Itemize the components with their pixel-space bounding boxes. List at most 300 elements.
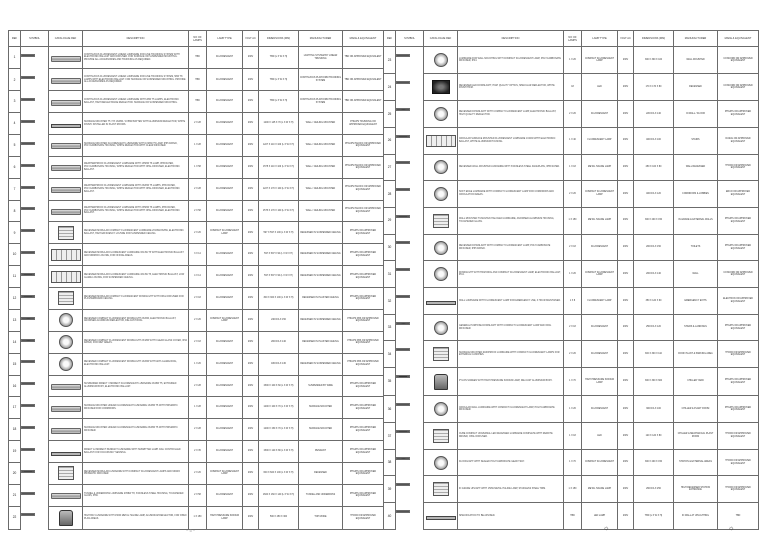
- table-row: [384, 341, 759, 368]
- lamp-type-cell: FLUORESCENT: [207, 113, 243, 135]
- description-cell: SURFACE MOUNTED FLUORESCENT LUMINAIRE WITH 1X28W T5 LAMP, IP65 RATED, POLYCARBONATE HOUSING, WHITE REFLECTOR WITH CLEAR DIFFUSER.: [83, 135, 189, 157]
- dimensions-cell: 500 X 450 X 300: [259, 506, 299, 529]
- schedule-sheet-left: [8, 30, 383, 530]
- dimensions-cell: 300 X 300 X 110: [634, 341, 674, 368]
- description-cell: WALL MOUNTED TUNGSTEN HALOGEN LUMINAIRE, ANODISED ALUMINIUM HOUSING, TOUGHENED GLASS.: [458, 207, 564, 234]
- symbol-cell: [21, 295, 35, 298]
- ref-cell: 5: [9, 135, 21, 157]
- manufacturer-cell: SURFACE MOUNTED: [299, 419, 343, 441]
- lamp-count-cell: 1 X 28: [189, 135, 207, 157]
- lamp-count-cell: 1 X 28: [189, 397, 207, 419]
- table-row: [9, 484, 384, 506]
- volt-cell: 230V: [243, 69, 259, 91]
- dimensions-cell: 597 X 597 X 90 (L X W X H): [259, 266, 299, 288]
- catalogue-image-cell: [49, 69, 83, 91]
- luminaire-photo: [58, 226, 74, 240]
- ref-cell: 31: [384, 261, 396, 288]
- ref-cell: 16: [9, 375, 21, 397]
- symbol-cell: [396, 510, 410, 513]
- lamp-count-cell: 2 X 18: [564, 234, 582, 261]
- header-lamp-type: LAMP TYPE: [207, 31, 243, 47]
- luminaire-symbol-icon: [23, 493, 35, 495]
- ref-cell: 35: [384, 368, 396, 396]
- ref-cell: 12: [9, 288, 21, 310]
- table-row: [9, 178, 384, 200]
- volt-cell: 230V: [618, 207, 634, 234]
- lamp-type-cell: FLUORESCENT: [207, 397, 243, 419]
- ref-cell: 2: [9, 69, 21, 91]
- equivalent-cell: PHILIPS OR APPROVED EQUIVALENT: [718, 101, 759, 128]
- equivalent-cell: PHILIPS OR APPROVED EQUIVALENT: [718, 396, 759, 423]
- catalogue-image-cell: [49, 135, 83, 157]
- volt-cell: 230V: [618, 449, 634, 476]
- ref-cell: 20: [9, 462, 21, 484]
- ref-cell: 37: [384, 423, 396, 450]
- description-cell: PYLON SCREEN WITH HIGH PRESSURE SODIUM LAMP, DIE-CAST ALUMINIUM BODY.: [458, 368, 564, 396]
- lamp-count-cell: 1 X 150: [564, 476, 582, 503]
- volt-cell: 230V: [243, 353, 259, 375]
- symbol-cell: [21, 470, 35, 473]
- volt-cell: 230V: [618, 341, 634, 368]
- luminaire-symbol-icon: [25, 340, 32, 342]
- dimensions-cell: 1200 X 150 X 70 (L X W X H): [259, 419, 299, 441]
- table-row: [384, 314, 759, 341]
- lamp-count-cell: 2 X 26: [189, 222, 207, 244]
- dimensions-cell: 1200 X 100 X 70 (L X W X H): [259, 397, 299, 419]
- table-row: [384, 181, 759, 208]
- equivalent-cell: PHILIPS FBS OR APPROVED EQUIVALENT: [343, 309, 384, 331]
- equivalent-cell: PHILIPS OR APPROVED EQUIVALENT: [343, 222, 384, 244]
- symbol-cell: [21, 492, 35, 495]
- volt-cell: 230V: [618, 476, 634, 503]
- symbol-cell: [396, 241, 410, 244]
- ref-cell: 1: [9, 47, 21, 69]
- description-cell: RECESSED MODULAR COMPACT FLUORESCENT DOWNLIGHT WITH OPAL DIFFUSER FOR PLASTERBOARD CEILING.: [83, 288, 189, 310]
- dimensions-cell: TBD (L X W X H): [634, 503, 674, 530]
- luminaire-symbol-icon: [24, 296, 32, 298]
- description-cell: CONTINUOUS FLUORESCENT LINEAR LUMINAIRE FOR LINE TRUNKING SYSTEM WITH ELECTRONIC BALLAST AND DIFFUSER. FOR SURFACE OR SUSPENDED MOUNTING. PROVIDE ALL ACCESSORIES AND TRUNKING AS REQUIRED.: [83, 47, 189, 69]
- catalogue-image-cell: [49, 156, 83, 178]
- luminaire-photo: [433, 429, 449, 443]
- symbol-cell: [396, 403, 410, 406]
- lamp-type-cell: FLUORESCENT: [207, 419, 243, 441]
- luminaire-symbol-icon: [400, 270, 407, 272]
- catalogue-image-cell: [424, 288, 458, 315]
- catalogue-image-cell: [49, 506, 83, 529]
- dimensions-cell: TBD (L X W X H): [259, 47, 299, 69]
- dimensions-cell: 240 DIA X 150: [259, 309, 299, 331]
- table-row: [9, 200, 384, 222]
- equivalent-cell: DURAL OR APPROVED EQUIVALENT: [718, 127, 759, 154]
- dimensions-cell: 200 DIA X 150: [634, 234, 674, 261]
- symbol-cell: [21, 98, 35, 101]
- symbol-cell: [21, 339, 35, 342]
- luminaire-symbol-icon: [400, 56, 407, 58]
- description-cell: SURFACE MOUNTED LINEAR FLUORESCENT LUMINAIRE 2X28W T5 WITH PRISMATIC DIFFUSER.: [83, 419, 189, 441]
- equivalent-cell: TBD OR APPROVED EQUIVALENT: [343, 91, 384, 113]
- equivalent-cell: TBD: [718, 503, 759, 530]
- equivalent-cell: THORN OR APPROVED EQUIVALENT: [718, 154, 759, 181]
- luminaire-photo: [426, 301, 456, 305]
- luminaire-photo: [432, 80, 450, 94]
- symbol-cell: [396, 268, 410, 271]
- table-row: [384, 476, 759, 503]
- equivalent-cell: PHILIPS OR APPROVED EQUIVALENT: [718, 314, 759, 341]
- lamp-type-cell: FLUORESCENT: [207, 288, 243, 310]
- dimensions-cell: 300 X 300 X 100: [634, 47, 674, 74]
- catalogue-image-cell: [49, 353, 83, 375]
- symbol-cell: [21, 120, 35, 123]
- luminaire-photo: [51, 493, 81, 499]
- lamp-count-cell: 1 X 70: [564, 368, 582, 396]
- catalogue-image-cell: [49, 288, 83, 310]
- lamp-count-cell: 2 X 35: [189, 441, 207, 463]
- ref-cell: 8: [9, 200, 21, 222]
- catalogue-image-cell: [424, 154, 458, 181]
- volt-cell: 230V: [618, 423, 634, 450]
- luminaire-symbol-icon: [23, 165, 35, 167]
- dimensions-cell: 170 X 170 X 80: [634, 74, 674, 101]
- lamp-type-cell: FLUORESCENT: [582, 341, 618, 368]
- table-row: [384, 47, 759, 74]
- description-cell: DOWNLIGHT WITH TRIM RING AND COMPACT FLUORESCENT LAMP, ELECTRONIC BALLAST, IP44.: [458, 261, 564, 288]
- equivalent-cell: PHILIPS PACIFIC OR APPROVED EQUIVALENT: [343, 178, 384, 200]
- ref-cell: 40: [384, 503, 396, 530]
- lamp-count-cell: 2 X 28: [189, 419, 207, 441]
- luminaire-symbol-icon: [400, 109, 407, 111]
- luminaire-symbol-icon: [23, 209, 35, 211]
- catalogue-image-cell: [49, 331, 83, 353]
- catalogue-image-cell: [424, 368, 458, 396]
- lamp-count-cell: 2 X 26: [189, 309, 207, 331]
- volt-cell: 230V: [243, 506, 259, 529]
- dimensions-cell: 597 X 597 X 100 (L X W X H): [259, 222, 299, 244]
- lamp-type-cell: LED LAMP: [582, 503, 618, 530]
- dimensions-cell: 350 X 120 X 60: [634, 288, 674, 315]
- header-equivalent: MAKE & EQUIVALENT: [343, 31, 384, 47]
- ref-cell: 26: [384, 127, 396, 154]
- dimensions-cell: 400 DIA X 100: [634, 127, 674, 154]
- symbol-cell: [396, 108, 410, 111]
- ref-cell: 9: [9, 222, 21, 244]
- description-cell: WEATHERPROOF FLUORESCENT LUMINAIRE WITH 2X28W T5 LAMPS, IP65 RATED, POLYCARBONATE HOUSING, WHITE REFLECTOR WITH OPAL DIFFUSER, ELECTRONIC BALLAST.: [83, 178, 189, 200]
- equivalent-cell: PHILIPS OR APPROVED EQUIVALENT: [343, 462, 384, 484]
- equivalent-cell: PHILIPS OR APPROVED EQUIVALENT: [343, 244, 384, 266]
- description-cell: TUNNEL & UNDERPASS LUMINAIRE 2X58W T8, STAINLESS STEEL HOUSING, TOUGHENED GLASS, IP66.: [83, 484, 189, 506]
- manufacturer-cell: RECESSED: [674, 74, 718, 101]
- luminaire-photo: [426, 135, 456, 147]
- manufacturer-cell: IN WALL / FLOOR: [674, 101, 718, 128]
- lamp-type-cell: FLUORESCENT: [207, 91, 243, 113]
- lamp-count-cell: 1 X 26: [564, 47, 582, 74]
- sun-icon: ☼: [728, 525, 735, 532]
- manufacturer-cell: RECESSED IN SUSPENDED CEILING: [299, 309, 343, 331]
- ref-cell: 6: [9, 156, 21, 178]
- lamp-count-cell: 1 X 18: [564, 423, 582, 450]
- manufacturer-cell: WALL / CEILING MOUNTED: [299, 200, 343, 222]
- lamp-count-cell: 2 X 26: [189, 462, 207, 484]
- equivalent-cell: PHILIPS OR APPROVED EQUIVALENT: [343, 419, 384, 441]
- equivalent-cell: PHILIPS OR APPROVED EQUIVALENT: [343, 375, 384, 397]
- lamp-count-cell: TBD: [189, 91, 207, 113]
- dimensions-cell: 400 DIA X 120: [634, 181, 674, 208]
- luminaire-photo: [434, 374, 448, 390]
- volt-cell: 230V: [243, 309, 259, 331]
- lamp-type-cell: FLUORESCENT: [582, 314, 618, 341]
- header-ref: REF: [384, 31, 396, 47]
- catalogue-image-cell: [424, 47, 458, 74]
- equivalent-cell: PHILIPS FBS OR APPROVED EQUIVALENT: [343, 353, 384, 375]
- schedule-body-left: [9, 47, 384, 530]
- manufacturer-cell: RECESSED: [299, 462, 343, 484]
- equivalent-cell: PHILIPS PACIFIC OR APPROVED EQUIVALENT: [343, 135, 384, 157]
- luminaire-photo: [434, 53, 448, 67]
- manufacturer-cell: IN WALL AT UPLIGHTING: [674, 503, 718, 530]
- lamp-count-cell: 2 X 28: [189, 178, 207, 200]
- symbol-cell: [396, 348, 410, 351]
- luminaire-symbol-icon: [400, 458, 407, 460]
- ref-cell: 25: [384, 101, 396, 128]
- catalogue-image-cell: [49, 47, 83, 69]
- symbol-cell: [396, 81, 410, 84]
- manufacturer-cell: TUNNEL AND UNDERPASS: [299, 484, 343, 506]
- table-row: [9, 419, 384, 441]
- manufacturer-cell: CONTINUOUS PLATFORM TRUNKING SYSTEM: [299, 91, 343, 113]
- description-cell: GENERAL PURPOSE DOWNLIGHT WITH COMPACT FLUORESCENT LAMP AND OPAL DIFFUSER.: [458, 314, 564, 341]
- symbol-cell: [21, 273, 35, 276]
- table-row: [9, 331, 384, 353]
- symbol-cell: [21, 164, 35, 167]
- ref-cell: 34: [384, 341, 396, 368]
- ref-cell: 17: [9, 397, 21, 419]
- symbol-cell: [396, 430, 410, 433]
- dimensions-cell: 600 X 600 X 100 (L X W X H): [259, 462, 299, 484]
- luminaire-symbol-icon: [23, 121, 35, 123]
- luminaire-photo: [434, 160, 448, 174]
- manufacturer-cell: IN-GRADE & EXTERNAL WALLS: [674, 207, 718, 234]
- volt-cell: 230V: [618, 503, 634, 530]
- manufacturer-cell: LIGHTING SYSTEM BY LINEAR TRUNKING: [299, 47, 343, 69]
- luminaire-photo: [51, 124, 81, 128]
- symbol-cell: [396, 188, 410, 191]
- symbol-cell: [396, 457, 410, 460]
- equivalent-cell: CONCORD OR APPROVED EQUIVALENT: [718, 47, 759, 74]
- page-number: ~ 5 ~: [186, 528, 196, 533]
- catalogue-image-cell: [424, 127, 458, 154]
- volt-cell: 230V: [243, 375, 259, 397]
- luminaire-photo: [434, 187, 448, 201]
- table-row: [9, 244, 384, 266]
- header-description: DESCRIPTION: [458, 31, 564, 47]
- catalogue-image-cell: [424, 423, 458, 450]
- lamp-type-cell: FLUORESCENT: [207, 353, 243, 375]
- equivalent-cell: PHILIPS OR APPROVED EQUIVALENT: [343, 484, 384, 506]
- volt-cell: 230V: [618, 261, 634, 288]
- lamp-type-cell: COMPACT FLUORESCENT LAMP: [582, 261, 618, 288]
- table-row: [9, 47, 384, 69]
- luminaire-symbol-icon: [25, 362, 32, 364]
- volt-cell: 230V: [618, 368, 634, 396]
- table-header-row: [384, 31, 759, 47]
- symbol-cell: [396, 161, 410, 164]
- symbol-cell: [396, 375, 410, 378]
- lamp-type-cell: FLUORESCENT: [207, 47, 243, 69]
- header-description: DESCRIPTION: [83, 31, 189, 47]
- dimensions-cell: 1575 X 110 X 100 (L X W X H): [259, 156, 299, 178]
- manufacturer-cell: RECESSED IN SUSPENDED CEILING: [299, 222, 343, 244]
- luminaire-symbol-icon: [23, 56, 35, 58]
- lamp-type-cell: FLUORESCENT: [207, 375, 243, 397]
- luminaire-photo: [434, 456, 448, 470]
- header-lamp-count: NO OF LAMPS: [564, 31, 582, 47]
- lamp-count-cell: 2 X 26: [564, 181, 582, 208]
- catalogue-image-cell: [49, 244, 83, 266]
- lamp-count-cell: 2 X 58: [189, 484, 207, 506]
- luminaire-symbol-icon: [23, 187, 35, 189]
- description-cell: RECESSED MODULAR LUMINAIRE WITH COMPACT FLUORESCENT LAMPS AND MICRO PRISMATIC DIFFUSER.: [83, 462, 189, 484]
- ref-cell: 10: [9, 244, 21, 266]
- equivalent-cell: CONCORD OR APPROVED EQUIVALENT: [718, 74, 759, 101]
- header-lamp-type: LAMP TYPE: [582, 31, 618, 47]
- catalogue-image-cell: [49, 484, 83, 506]
- lamp-count-cell: 1 X 70: [564, 449, 582, 476]
- volt-cell: 230V: [243, 113, 259, 135]
- volt-cell: 230V: [243, 419, 259, 441]
- luminaire-symbol-icon: [25, 318, 32, 320]
- ref-cell: 36: [384, 396, 396, 423]
- luminaire-photo: [59, 313, 73, 327]
- catalogue-image-cell: [49, 375, 83, 397]
- table-row: [384, 423, 759, 450]
- ref-cell: 33: [384, 314, 396, 341]
- luminaire-schedule-table-left: [8, 30, 384, 530]
- manufacturer-cell: WALL / CEILING MOUNTED: [299, 113, 343, 135]
- luminaire-symbol-icon: [23, 384, 35, 386]
- luminaire-symbol-icon: [399, 350, 407, 352]
- symbol-cell: [21, 382, 35, 385]
- luminaire-photo: [426, 516, 456, 520]
- volt-cell: 230V: [243, 331, 259, 353]
- description-cell: RECESSED DOWNLIGHT WITH COMPACT FLUORESCENT LAMP, ELECTRONIC BALLAST, HIGH QUALITY REFLECTOR.: [458, 101, 564, 128]
- volt-cell: 230V: [618, 314, 634, 341]
- luminaire-photo: [58, 466, 74, 480]
- description-cell: RECESSED WALL MOUNTED LUMINAIRE WITH STAINLESS STEEL FACEPLATE, IP65 RATED.: [458, 154, 564, 181]
- lamp-type-cell: LED: [582, 423, 618, 450]
- lamp-type-cell: FLUORESCENT LAMP: [582, 127, 618, 154]
- catalogue-image-cell: [424, 341, 458, 368]
- luminaire-photo: [51, 384, 81, 390]
- manufacturer-cell: CORRIDORS & LOBBIES: [674, 181, 718, 208]
- symbol-cell: [21, 207, 35, 210]
- lamp-type-cell: COMPACT FLUORESCENT LAMP: [582, 47, 618, 74]
- equivalent-cell: THORN OR APPROVED EQUIVALENT: [718, 449, 759, 476]
- lamp-count-cell: 1 X 8: [564, 288, 582, 315]
- lamp-type-cell: FLUORESCENT: [207, 484, 243, 506]
- manufacturer-cell: WALL MOUNTED: [674, 47, 718, 74]
- symbol-cell: [396, 215, 410, 218]
- manufacturer-cell: SURFACE MOUNTED: [299, 397, 343, 419]
- ref-cell: 28: [384, 181, 396, 208]
- lamp-count-cell: 1 X 18: [564, 154, 582, 181]
- ref-cell: 21: [9, 484, 21, 506]
- catalogue-image-cell: [49, 419, 83, 441]
- manufacturer-cell: RECESSED IN PLASTER CEILING: [299, 288, 343, 310]
- lamp-type-cell: HIGH PRESSURE SODIUM LAMP: [582, 368, 618, 396]
- manufacturer-cell: ROOF PLANT & PARKING AREA: [674, 341, 718, 368]
- luminaire-symbol-icon: [400, 323, 407, 325]
- luminaire-photo: [433, 347, 449, 361]
- lamp-type-cell: FLUORESCENT: [207, 135, 243, 157]
- luminaire-photo: [434, 267, 448, 281]
- equivalent-cell: PHILIPS FBS OR APPROVED EQUIVALENT: [343, 331, 384, 353]
- table-row: [9, 266, 384, 288]
- catalogue-image-cell: [424, 74, 458, 101]
- luminaire-photo: [51, 78, 81, 84]
- lamp-count-cell: 1 X 26: [564, 396, 582, 423]
- dimensions-cell: 300 X 300 X 600: [634, 368, 674, 396]
- catalogue-image-cell: [424, 207, 458, 234]
- lamp-count-cell: 1 X 26: [564, 261, 582, 288]
- luminaire-photo: [58, 291, 74, 305]
- symbol-cell: [21, 76, 35, 79]
- catalogue-image-cell: [49, 441, 83, 463]
- volt-cell: 230V: [618, 234, 634, 261]
- volt-cell: 230V: [243, 156, 259, 178]
- lamp-type-cell: COMPACT FLUORESCENT LAMP: [207, 309, 243, 331]
- manufacturer-cell: CHILLER YARD: [674, 368, 718, 396]
- lamp-count-cell: 2 X 18: [189, 331, 207, 353]
- symbol-cell: [21, 448, 35, 451]
- equivalent-cell: CONCORD OR APPROVED EQUIVALENT: [718, 261, 759, 288]
- luminaire-photo: [51, 428, 81, 434]
- dimensions-cell: 300 X 200 X 150: [634, 449, 674, 476]
- dimensions-cell: 250 X 100 X 80: [634, 154, 674, 181]
- volt-cell: 230V: [243, 484, 259, 506]
- luminaire-photo: [51, 100, 81, 106]
- description-cell: CIRCULAR WALL LUMINAIRE WITH COMPACT FLUORESCENT LAMP, POLYCARBONATE DIFFUSER.: [458, 396, 564, 423]
- volt-cell: 230V: [243, 178, 259, 200]
- ref-cell: 23: [384, 47, 396, 74]
- luminaire-symbol-icon: [400, 163, 407, 165]
- manufacturer-cell: PENDANT: [299, 441, 343, 463]
- table-row: [384, 74, 759, 101]
- equivalent-cell: PHILIPS OR APPROVED EQUIVALENT: [718, 368, 759, 396]
- equivalent-cell: PHILIPS OR APPROVED EQUIVALENT: [343, 397, 384, 419]
- manufacturer-cell: STATION & EXTERNAL AREAS: [674, 449, 718, 476]
- table-row: [9, 506, 384, 529]
- description-cell: RECESSED MODULAR FLUORESCENT LUMINAIRE 3X14W T5 WITH ELECTRONIC BALLAST AND MIRROR LOUVRE, FOR OFFICE AREAS.: [83, 244, 189, 266]
- volt-cell: 230V: [243, 288, 259, 310]
- catalogue-image-cell: [424, 476, 458, 503]
- header-symbol: SYMBOL: [21, 31, 49, 47]
- lamp-count-cell: TBD: [189, 69, 207, 91]
- header-catalogue: CATALOGUE REF: [424, 31, 458, 47]
- catalogue-image-cell: [49, 397, 83, 419]
- luminaire-photo: [59, 510, 73, 526]
- luminaire-symbol-icon: [399, 376, 407, 378]
- lamp-type-cell: FLUORESCENT: [207, 331, 243, 353]
- symbol-cell: [396, 322, 410, 325]
- equivalent-cell: TBD OR APPROVED EQUIVALENT: [343, 69, 384, 91]
- description-cell: SURFACE MOUNTED RAINPROOF LUMINAIRE WITH COMPACT FLUORESCENT LAMPS FOR EXTERNAL CANOPIES.: [458, 341, 564, 368]
- lamp-count-cell: 4 X 14: [189, 266, 207, 288]
- lamp-count-cell: 2 X 58: [189, 200, 207, 222]
- luminaire-symbol-icon: [400, 405, 407, 407]
- dimensions-cell: 220 DIA X 140: [634, 101, 674, 128]
- description-cell: FLOODLIGHT WITH SEALED POLYCARBONATE GEAR TRAY.: [458, 449, 564, 476]
- ref-cell: 3: [9, 91, 21, 113]
- manufacturer-cell: TOILETS: [674, 234, 718, 261]
